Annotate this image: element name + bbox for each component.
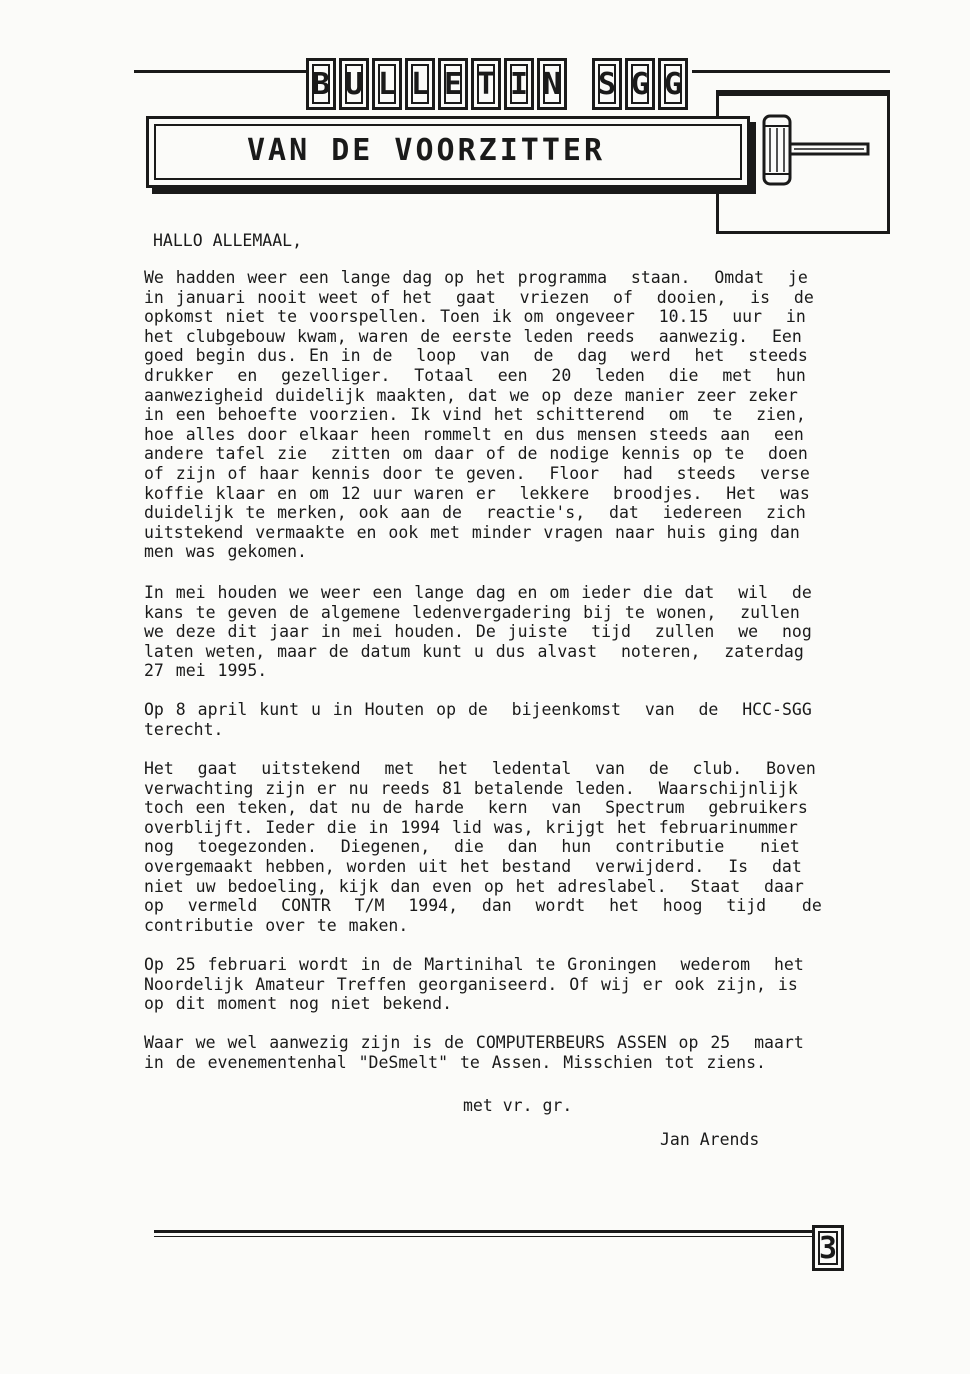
top-rule-right xyxy=(692,70,890,73)
title-letter: N xyxy=(537,58,567,110)
bottom-rule-thin xyxy=(154,1236,812,1237)
paragraph xyxy=(144,955,896,1014)
title-letter: S xyxy=(592,58,622,110)
title-letter: E xyxy=(438,58,468,110)
text-line: koffie klaar en om 12 uur waren er lekkere broodjes. Het was xyxy=(144,483,810,503)
title-letter: U xyxy=(339,58,369,110)
text-line: In mei houden we weer een lange dag en om ieder die dat wil de xyxy=(144,583,812,602)
title-letter: T xyxy=(471,58,501,110)
text-line: laten weten, maar de datum kunt u dus alvast noteren, zaterdag xyxy=(144,641,804,661)
text-line: aanwezigheid duidelijk maakten, dat we op deze manier zeer zeker xyxy=(144,385,798,405)
text-line: hoe alles door elkaar heen rommelt en dus mensen steeds aan een xyxy=(144,424,804,444)
text-line: het clubgebouw kwam, waren de eerste leden reeds aanwezig. Een xyxy=(144,326,802,346)
title-letter: L xyxy=(372,58,402,110)
paragraph xyxy=(144,268,896,562)
paragraph xyxy=(144,583,896,681)
text-line: We hadden weer een lange dag op het programma staan. Omdat je xyxy=(144,268,808,287)
text-line: uitstekend vermaakte en ook met minder vragen naar huis ging dan xyxy=(144,522,800,542)
text-line: contributie over te maken. xyxy=(144,915,409,935)
text-line: overgemaakt hebben, worden uit het bestand verwijderd. Is dat xyxy=(144,856,802,876)
greeting: HALLO ALLEMAAL, xyxy=(153,231,303,250)
text-line: Op 8 april kunt u in Houten op de bijeenkomst van de HCC-SGG xyxy=(144,700,812,719)
title-letter: B xyxy=(306,58,336,110)
bulletin-title xyxy=(306,58,691,110)
text-line: toch een teken, dat nu de harde kern van Spectrum gebruikers xyxy=(144,798,808,818)
text-line: of zijn of haar kennis door te geven. Floor had steeds verse xyxy=(144,463,810,483)
paragraph xyxy=(144,1033,896,1072)
text-line: drukker en gezelliger. Totaal een 20 leden die met hun xyxy=(144,365,806,385)
paragraph xyxy=(144,759,896,935)
bottom-rule xyxy=(154,1230,812,1233)
text-line: in de evenementenhal "DeSmelt" te Assen. Misschien tot ziens. xyxy=(144,1052,766,1072)
text-line: kans te geven de algemene ledenvergadering bij te wonen, zullen xyxy=(144,602,800,622)
text-line: op dit moment nog niet bekend. xyxy=(144,994,453,1014)
text-line: duidelijk te merken, ook aan de reactie's, dat iedereen zich xyxy=(144,503,806,523)
text-line: terecht. xyxy=(144,719,224,739)
section-title: VAN DE VOORZITTER xyxy=(247,133,606,168)
signature-name: Jan Arends xyxy=(660,1130,760,1149)
top-rule xyxy=(134,70,306,73)
page-number: 3 xyxy=(812,1225,844,1271)
text-line: overblijft. Ieder die in 1994 lid was, krijgt het februarinummer xyxy=(144,817,798,837)
section-banner xyxy=(146,116,750,188)
text-line: Op 25 februari wordt in de Martinihal te Groningen wederom het xyxy=(144,955,804,974)
text-line: Waar we wel aanwezig zijn is de COMPUTERBEURS ASSEN op 25 maart xyxy=(144,1033,804,1052)
text-line: op vermeld CONTR T/M 1994, dan wordt het hoog tijd de xyxy=(144,896,822,916)
paragraph xyxy=(144,700,896,739)
text-line: in een behoefte voorzien. Ik vind het schitterend om te zien, xyxy=(144,405,806,425)
text-line: goed begin dus. En in de loop van de dag werd het steeds xyxy=(144,346,808,366)
title-letter: G xyxy=(625,58,655,110)
text-line: in januari nooit weet of het gaat vriezen of dooien, is de xyxy=(144,287,814,307)
title-letter: I xyxy=(504,58,534,110)
closing-text: met vr. gr. xyxy=(463,1096,573,1115)
text-line: men was gekomen. xyxy=(144,542,307,562)
text-line: we deze dit jaar in mei houden. De juiste tijd zullen we nog xyxy=(144,622,812,642)
gavel-icon xyxy=(760,112,872,188)
text-line: niet uw bedoeling, kijk dan even op het adreslabel. Staat daar xyxy=(144,876,804,896)
title-letter: G xyxy=(658,58,688,110)
text-line: 27 mei 1995. xyxy=(144,661,268,681)
title-letter: L xyxy=(405,58,435,110)
text-line: nog toegezonden. Diegenen, die dan hun contributie niet xyxy=(144,837,800,857)
text-line: Het gaat uitstekend met het ledental van de club. Boven xyxy=(144,759,816,778)
text-line: verwachting zijn er nu reeds 81 betalende leden. Waarschijnlijk xyxy=(144,778,798,798)
text-line: andere tafel zie zitten om daar of de nodige kennis op te doen xyxy=(144,444,808,464)
text-line: opkomst niet te voorspellen. Toen ik om ongeveer 10.15 uur in xyxy=(144,307,806,327)
text-line: Noordelijk Amateur Treffen georganiseerd. Of wij er ook zijn, is xyxy=(144,974,798,994)
